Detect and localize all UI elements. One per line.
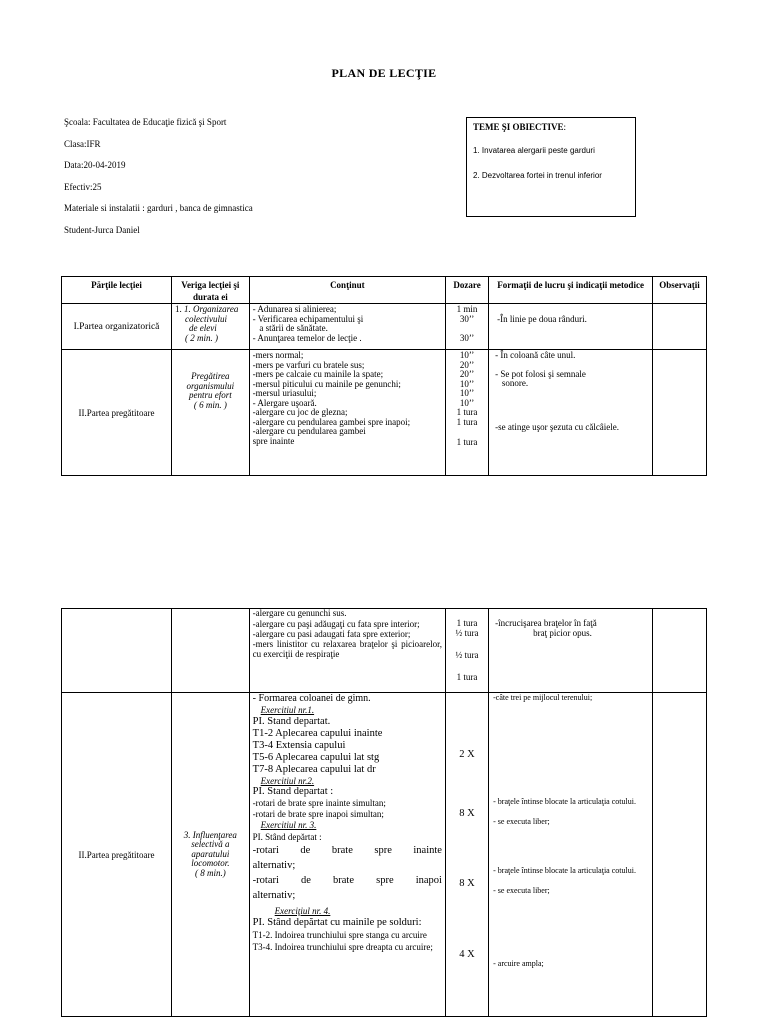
dose-line: 8 X [459,878,475,889]
dose-line: 1 tura [456,671,478,682]
objectives-title: TEME ŞI OBIECTIVE: [473,122,567,132]
content-line: -alergare cu pasi adaugati fata spre exterior; [252,628,411,639]
content-cell [249,304,445,350]
exercise-title: Exercitiul nr.2. [260,776,315,786]
dose-line [449,427,485,437]
veriga-cell [172,304,250,350]
header-veriga: Veriga lecţiei şi durata ei [172,277,250,304]
content-line: - Formarea coloanei de gimn. [252,693,371,704]
header-content: Conţinut [249,277,445,304]
content-line: -rotari de brate spre inainte alternativ; [252,845,442,871]
dose-cell [445,609,488,693]
content-line: -mersul uriasului; [252,388,317,398]
objectives-box [466,117,636,217]
dose-cell [445,304,488,350]
formation-line: - braţele întinse blocate la articulaţia cotului. [493,866,636,875]
dose-line: 1 tura [456,407,478,417]
lesson-table-2 [61,608,707,1017]
content-line: T1-2 Aplecarea capului inainte [252,728,383,739]
dose-line: 8 X [459,808,475,819]
content-line: PI. Stând depărtat cu mainile pe solduri: [252,917,422,928]
content-line: - Verificarea echipamentului şi [252,313,364,324]
table-header-row [62,277,707,304]
dose-line: 1 tura [456,618,478,628]
veriga-line: 1. 1. Organizarea [175,304,239,314]
formation-line: - se executa liber; [493,817,550,826]
veriga-line: ( 2 min. ) [185,332,219,343]
headcount-field: Efectiv:25 [64,182,102,192]
date-field: Data:20-04-2019 [64,160,126,170]
content-line: -alergare cu paşi adăugaţi cu fata spre interior; [252,618,420,629]
header-observations: Observaţii [653,277,707,304]
veriga-cell [172,693,250,1017]
content-line: -alergare cu joc de glezna; [252,407,348,417]
veriga-line: Pregătirea [191,371,230,381]
content-line: -mers pe varfuri cu bratele sus; [252,359,365,370]
objective-item: 1. Invatarea alergarii peste garduri [473,146,595,155]
content-line: T1-2. Indoirea trunchiului spre stanga cu arcuire [252,930,427,940]
content-line: T5-6 Aplecarea capului lat stg [252,752,380,763]
content-cell [249,693,445,1017]
formation-line: -câte trei pe mijlocul terenului; [493,693,593,702]
header-parts: Părţile lecţiei [62,277,172,304]
formation-line: sonore. [495,378,529,388]
observation-cell [653,350,707,476]
veriga-line: 3. Influenţarea [183,829,237,840]
part-cell [62,609,172,693]
observation-cell [653,609,707,693]
content-line: PI. Stand departat : [252,786,334,797]
dose-line: 2 X [459,749,475,760]
content-line: -alergare cu pendularea gambei spre inapoi; [252,416,411,427]
observation-cell [653,304,707,350]
dose-line [449,638,485,648]
dose-line: 1 min [456,304,478,314]
dose-line: 20’’ [459,369,475,379]
content-cell [249,350,445,476]
content-line: a stării de sănătate. [252,323,328,333]
veriga-line: colectivului [185,313,227,324]
dose-line: 10’’ [459,388,475,398]
header-dose: Dozare [445,277,488,304]
veriga-line: ( 8 min.) [194,867,226,878]
formation-cell: -În linie pe doua rânduri. [489,304,653,350]
table-row [62,350,707,476]
veriga-cell [172,350,250,476]
dose-line: 30’’ [459,332,475,343]
exercise-title: Exercitiul nr. 3. [260,820,317,830]
dose-line: 4 X [459,949,475,960]
content-line: -rotari de brate spre inapoi simultan; [252,809,384,819]
content-line: T7-8 Aplecarea capului lat dr [252,764,376,775]
formation-cell [489,609,653,693]
content-line: PI. Stând depărtat : [252,832,322,842]
content-line: -mers pe calcaie cu mainile la spate; [252,369,384,379]
formation-cell [489,693,653,1017]
dose-line: 10’’ [459,397,475,408]
table-row [62,693,707,1017]
content-line: -mersul piticului cu mainile pe genunchi; [252,378,401,389]
formation-cell [489,350,653,476]
objective-item: 2. Dezvoltarea fortei in trenul inferior [473,171,602,180]
part-cell: II.Partea pregătitoare [62,350,172,476]
student-field: Student-Jurca Daniel [64,225,140,235]
dose-line: 20’’ [459,359,475,370]
dose-line: ½ tura [455,649,479,660]
part-cell: I.Partea organizatorică [62,304,172,350]
content-line: -mers linistitor cu relaxarea braţelor şi picioarelor, cu exerciţii de respiraţie [252,638,442,659]
dose-cell [445,693,488,1017]
content-line: - Alergare uşoară. [252,397,317,408]
content-line: PI. Stand departat. [252,716,331,727]
content-line: -alergare cu pendularea gambei [252,426,366,436]
dose-line: 30’’ [459,313,475,324]
class-field: Clasa:IFR [64,139,101,149]
content-line: -rotari de brate spre inainte simultan; [252,798,386,808]
veriga-line: pentru efort [188,390,232,400]
content-line: -mers normal; [252,350,304,360]
veriga-cell [172,609,250,693]
formation-line: braţ picior opus. [533,627,592,638]
dose-line: ½ tura [455,627,479,638]
table-row [62,609,707,693]
page-title: PLAN DE LECŢIE [331,66,437,80]
content-line: -alergare cu genunchi sus. [252,608,347,618]
veriga-line: selectivă a [191,839,230,850]
dose-line: 1 tura [456,416,478,427]
content-line: T3-4. Indoirea trunchiului spre dreapta cu arcuire; [252,942,433,952]
content-line: spre inainte [252,435,295,446]
exercise-title: Exercitiul nr.1. [260,705,315,715]
content-line: - Anunţarea temelor de lecţie . [252,332,362,343]
veriga-line: ( 6 min. ) [193,399,227,410]
formation-line: -se atinge uşor şezuta cu călcâiele. [495,421,620,432]
content-cell [249,609,445,693]
formation-line: - În coloană câte unul. [495,350,576,360]
formation-line: - se executa liber; [493,886,550,895]
part-cell: II.Partea pregătitoare [62,693,172,1017]
veriga-line: locomotor. [191,858,230,869]
dose-line: 10’’ [459,350,475,360]
dose-line: 1 tura [456,436,478,447]
lesson-table-1 [61,276,707,476]
school-field: Şcoala: Facultatea de Educaţie fizică şi Sport [64,117,227,127]
formation-line: - braţele întinse blocate la articulaţia cotului. [493,797,636,806]
exercise-title: Exerciţiul nr. 4. [274,906,331,916]
header-formations: Formaţii de lucru şi indicaţii metodice [489,277,653,304]
formation-line: -încrucişarea braţelor în faţă [495,618,597,628]
content-line: T3-4 Extensia capului [252,740,346,751]
content-line: - Adunarea si alinierea; [252,304,337,314]
materials-field: Materiale si instalatii : garduri , banca de gimnastica [64,203,253,213]
dose-line: 10’’ [459,378,475,389]
veriga-line: de elevi [189,323,217,333]
dose-line [449,660,485,670]
table-row [62,304,707,350]
formation-line: - Se pot folosi şi semnale [495,368,586,379]
veriga-line: aparatului [191,848,230,859]
content-line: -rotari de brate spre inapoi alternativ; [252,875,442,901]
veriga-line: organismului [186,380,235,391]
dose-cell [445,350,488,476]
observation-cell [653,693,707,1017]
formation-line: - arcuire ampla; [493,959,544,968]
